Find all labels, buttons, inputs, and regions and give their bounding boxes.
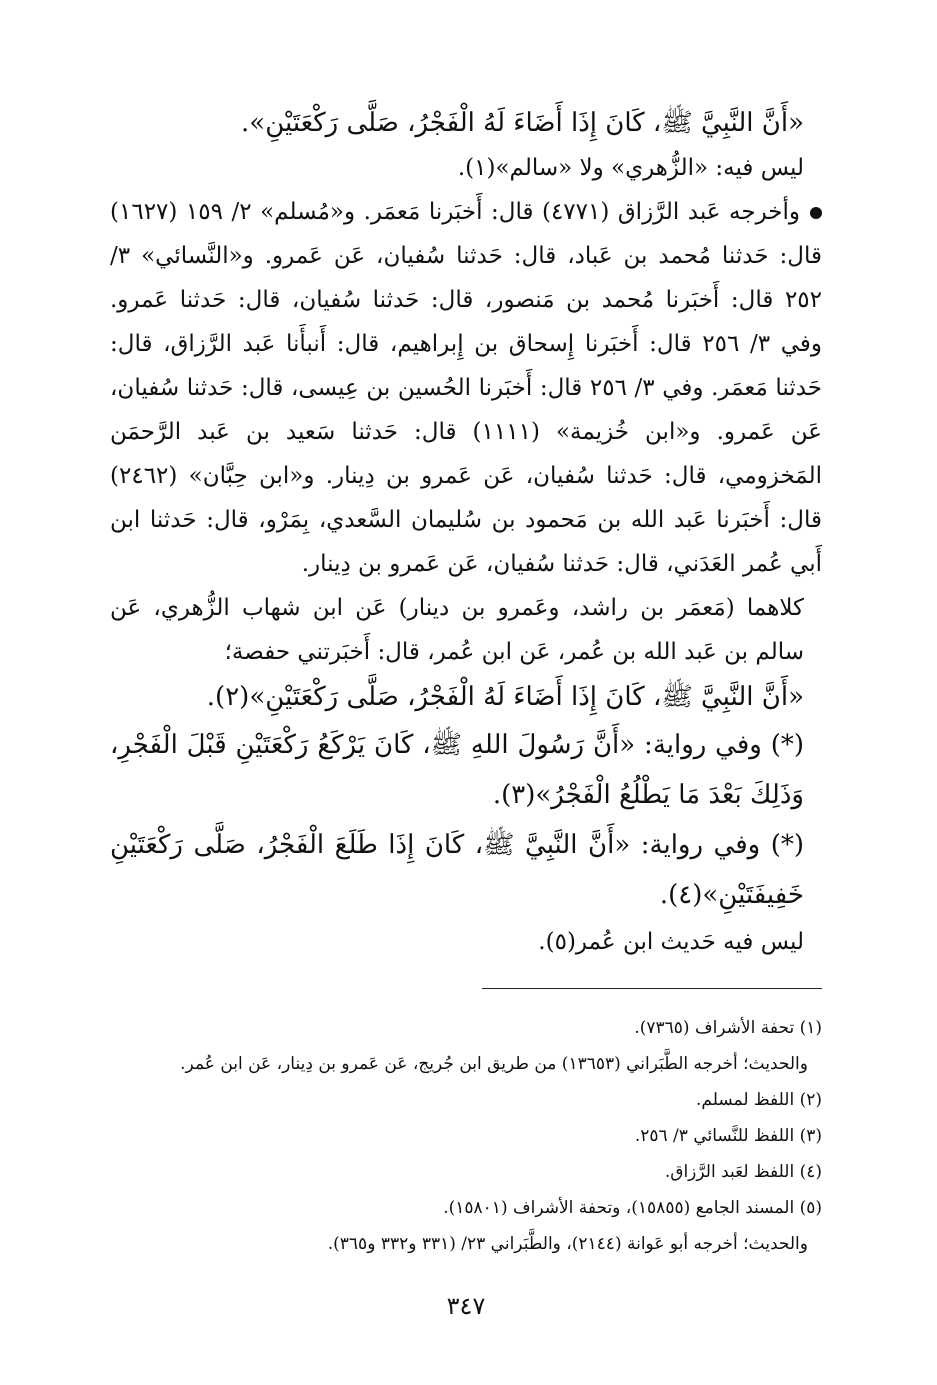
- hadith-text-1: «أَنَّ النَّبِيَّ ﷺ، كَانَ إِذَا أَضَاءَ لَهُ الْفَجْرُ، صَلَّى رَكْعَتَيْنِ».: [241, 108, 804, 138]
- footnote-separator: [482, 988, 822, 989]
- footnote-3: (٣) اللفظ للنَّسائي ٣/ ٢٥٦.: [634, 1126, 822, 1146]
- footnote-2: (٢) اللفظ لمسلم.: [695, 1090, 822, 1110]
- footnote-1: (١) تحفة الأشراف (٧٣٦٥).: [634, 1018, 822, 1038]
- takhrij-paragraph: [110, 190, 822, 586]
- footnote-5: (٥) المسند الجامع (١٥٨٥٥)، وتحفة الأشراف (١٥٨٠١).: [443, 1198, 822, 1218]
- book-page: [110, 0, 822, 1385]
- riwaya-1: (*) وفي رواية: «أَنَّ رَسُولَ اللهِ ﷺ، كَانَ يَرْكَعُ رَكْعَتَيْنِ قَبْلَ الْفَجْرِ، وَذَلِكَ بَعْدَ مَا يَطْلُعُ الْفَجْرُ»(٣).: [110, 730, 804, 810]
- footnote-4: (٤) اللفظ لعَبد الرَّزاق.: [664, 1162, 822, 1182]
- footnotes: [110, 1010, 822, 1262]
- footnote-5-detail: والحديث؛ أخرجه أبو عَوانة (٢١٤٤)، والطَّبَراني ٢٣/ (٣٣١ و٣٣٢ و٣٦٥).: [327, 1234, 808, 1254]
- page-number: ٣٤٧: [446, 1292, 486, 1320]
- note-absence-2: ليس فيه حَديث ابن عُمر(٥).: [538, 929, 804, 955]
- isnad-chain: كلاهما (مَعمَر بن راشد، وعَمرو بن دينار) عَن ابن شهاب الزُّهري، عَن سالم بن عَبد الله بن عُمر، عَن ابن عُمر، قال: أَخبَرتني حفصة؛: [110, 595, 804, 665]
- takhrij-text: وأخرجه عَبد الرَّزاق (٤٧٧١) قال: أَخبَرنا مَعمَر. و«مُسلم» ٢/ ١٥٩ (١٦٢٧) قال: حَدثنا مُحمد بن عَباد، قال: حَدثنا سُفيان، عَن عَمرو. و«النَّسائي» ٣/ ٢٥٢ قال: أَخبَرنا مُحمد بن مَنصور، قال: حَدثنا سُفيان، قال: حَدثنا عَمرو. وفي ٣/ ٢٥٦ قال: أَخبَرنا إِسحاق بن إِبراهيم، قال: أَنبأَنا عَبد الرَّزاق، قال: حَدثنا مَعمَر. وفي ٣/ ٢٥٦ قال: أَخبَرنا الحُسين بن عِيسى، قال: حَدثنا سُفيان، عَن عَمرو. و«ابن خُزيمة» (١١١١) قال: حَدثنا سَعيد بن عَبد الرَّحمَن المَخزومي، قال: حَدثنا سُفيان، عَن عَمرو بن دِينار. و«ابن حِبَّان» (٢٤٦٢) قال: أَخبَرنا عَبد الله بن مَحمود بن سُليمان السَّعدي، بِمَرْو، قال: حَدثنا ابن أَبي عُمر العَدَني، قال: حَدثنا سُفيان، عَن عَمرو بن دِينار.: [110, 199, 823, 577]
- riwaya-2: (*) وفي رواية: «أَنَّ النَّبِيَّ ﷺ، كَانَ إِذَا طَلَعَ الْفَجْرُ، صَلَّى رَكْعَتَيْنِ خَفِيفَتَيْنِ»(٤).: [110, 830, 804, 910]
- hadith-text-2: «أَنَّ النَّبِيَّ ﷺ، كَانَ إِذَا أَضَاءَ لَهُ الْفَجْرُ، صَلَّى رَكْعَتَيْنِ»(٢).: [206, 682, 804, 712]
- bullet-icon: [810, 207, 822, 219]
- main-text: [110, 100, 822, 964]
- footnote-1-detail: والحديث؛ أخرجه الطَّبَراني (١٣٦٥٣) من طريق ابن جُريج، عَن عَمرو بن دِينار، عَن ابن عُمر.: [180, 1054, 808, 1074]
- note-absence-1: ليس فيه: «الزُّهري» ولا «سالم»(١).: [457, 155, 804, 181]
